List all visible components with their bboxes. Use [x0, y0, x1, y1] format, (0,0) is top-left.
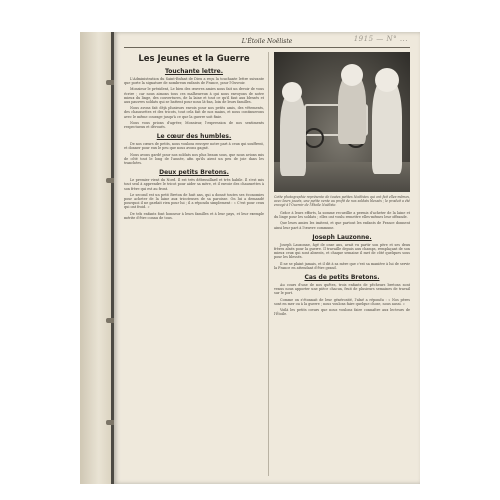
paragraph: Nous avons gardé pour nos soldats nos plus beaux sous, que nous avions mis de côté tout le long de l'année, afin qu'ils aient un peu de joie dans les tranchées.	[124, 152, 264, 166]
article-title: Les Jeunes et la Guerre	[138, 54, 250, 64]
paragraph: Le premier vient du Nord. Il est très débrouillard et très habile. Il s'est mis tout seul à apprendre le tricot pour aider sa mère, et il envoie des chaussettes à son frère qui est au front.	[124, 178, 264, 191]
paragraph: Le second est un petit Breton de huit ans, qui a donné toutes ses économies pour acheter de la laine aux tricoteuses de sa paroisse. On lui a demandé pourquoi il ne gardait rien pour lui ; il a répondu simplement : « C'est pour ceux qui ont froid. »	[124, 192, 264, 210]
paragraph: De tels enfants font honneur à leurs familles et à leur pays, et leur exemple mérite d'être connu de tous.	[124, 211, 264, 220]
child-figure	[280, 92, 306, 176]
right-column	[274, 52, 410, 478]
pencil-annotation: 1915 — N° ...	[353, 35, 408, 43]
paragraph: Joseph Lauzonne, âgé de onze ans, avait vu partir son père et ses deux frères aînés pour la guerre. Il travaille depuis aux champs, remplaçant de son mieux ceux qui sont absents, et chaque semaine il met de côté quelques sous pour les blessés.	[274, 242, 410, 260]
left-column	[124, 52, 264, 478]
paragraph: Monsieur le président, Le bien des œuvres amies nous fait un devoir de vous écrire ; car nous aimons tous ces malheureux à qui nous envoyons de notre mieux du linge, des couvertures, de la laine et tout ce qu'il faut aux blessés et aux pauvres soldats qui se battent pour nous là-bas, loin de leurs familles.	[124, 87, 264, 105]
column-divider	[268, 52, 269, 476]
photograph-children-with-cart	[274, 52, 410, 192]
photo-caption: Cette photographie représente de toutes petites Noëlistes qui ont fait elles-mêmes, avec leurs jouets, une petite vente au profit de nos soldats blessés ; le produit a été envoyé à l'Ouvroir de l'Étoile Noëliste.	[274, 195, 410, 207]
magazine-page	[114, 32, 420, 484]
paragraph: De nos cœurs de petits, nous voulons envoyer notre part à ceux qui souffrent, et donner pour eux le peu que nous avons gagné.	[124, 142, 264, 151]
child-bonnet	[375, 68, 399, 92]
header-rule	[124, 47, 410, 48]
child-bonnet	[341, 64, 363, 86]
paragraph: Au cours d'une de nos quêtes, trois enfants de pêcheurs bretons sont venus nous apporter une pièce chacun, fruit de plusieurs semaines de travail sur le port.	[274, 283, 410, 296]
paragraph: Grâce à leurs efforts, la somme recueillie a permis d'acheter de la laine et du linge pour les soldats ; elles ont voulu remettre elles-mêmes leur offrande.	[274, 211, 410, 220]
section-heading: Touchante lettre.	[164, 68, 224, 75]
running-head: L'Étoile Noëliste	[241, 38, 293, 45]
paragraph: Il ne se plaint jamais, et il dit à sa mère que c'est sa manière à lui de servir la France en attendant d'être grand.	[274, 261, 410, 270]
paragraph: Nous avons fait déjà plusieurs envois pour nos petits amis, des vêtements, des chaussettes et des tricots, tout cela fait de nos mains, et nous continuerons avec le même courage jusqu'à ce que la guerre soit finie.	[124, 106, 264, 119]
section-heading: Joseph Lauzonne.	[312, 233, 372, 241]
cart-wheel	[304, 128, 324, 148]
paragraph: Voilà les petits cœurs que nous voulons faire connaître aux lecteurs de l'Étoile.	[274, 308, 410, 317]
paragraph: Comme on s'étonnait de leur générosité, l'aîné a répondu : « Nos pères sont en mer ou à la guerre ; nous voulons faire quelque chose, nous aussi. »	[274, 297, 410, 306]
paragraph: L'Administration du Saint-Enfant de Dieu a reçu la touchante lettre suivante que porte la signature de nombreux enfants de France, pour l'Ouvroir.	[124, 77, 264, 86]
section-heading: Le cœur des humbles.	[156, 133, 232, 141]
paragraph: Que leurs amies les imitent, et que partout les enfants de France donnent ainsi leur part à l'œuvre commune.	[274, 221, 410, 230]
child-bonnet	[282, 82, 302, 102]
section-heading: Deux petits Bretons.	[159, 169, 229, 177]
paragraph: Nous vous prions d'agréer, Monsieur, l'expression de nos sentiments respectueux et dévoués.	[124, 120, 264, 130]
child-figure	[372, 78, 402, 174]
book-binding	[80, 32, 114, 484]
section-heading: Cas de petits Bretons.	[304, 274, 380, 282]
